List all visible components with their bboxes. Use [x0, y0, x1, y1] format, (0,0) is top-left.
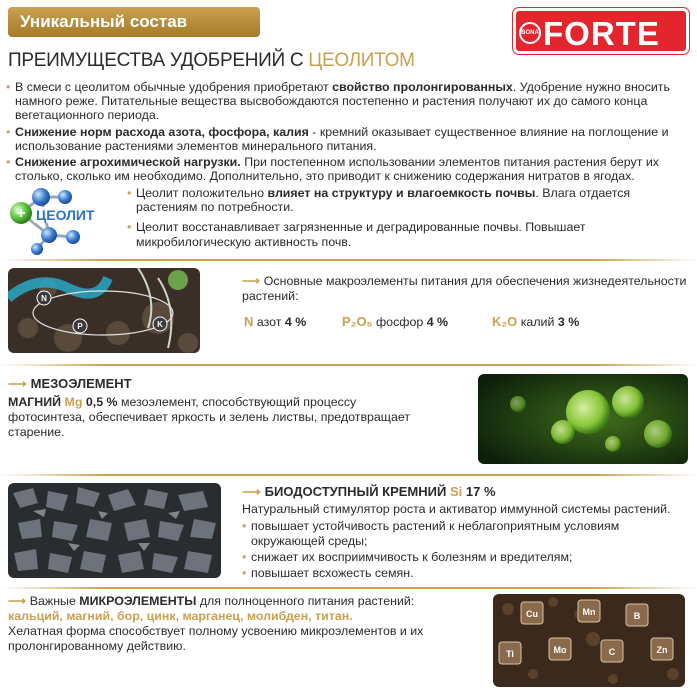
benefit-bold: Снижение норм расхода азота, фосфора, калия: [15, 124, 309, 139]
zeolite-item: [127, 186, 687, 214]
meso-value: 0,5 %: [85, 395, 118, 409]
soil-label-n: N: [41, 294, 47, 303]
micro-description: [8, 594, 478, 654]
element-value: 4 %: [284, 315, 307, 329]
benefit-text: . Удобрение нужно вносить намного реже. Питательные вещества высвобождаются постепенно и растения получают их до самого конца вегетационного периода.: [15, 80, 670, 123]
benefit-text: При постепенном использовании элементов питания растения берут их столько, сколько им необходимо. Дополнительно, это приводит к снижению содержания нитратов в ягодах.: [15, 155, 659, 184]
meso-text: мезоэлемент, способствующий процессу фотосинтеза, обеспечивает яркость и зелень листвы, предотвращает старение.: [8, 395, 411, 439]
tile-cu: Cu: [526, 609, 538, 619]
element-name: азот: [256, 315, 282, 329]
silicon-name: БИОДОСТУПНЫЙ КРЕМНИЙ: [264, 484, 447, 499]
zeolite-bold: влияет на структуру и влагоемкость почвы: [267, 186, 536, 200]
zeolite-list: [127, 186, 687, 255]
benefit-item: [6, 125, 686, 153]
page-title: [8, 50, 415, 72]
silicon-item: • повышает устойчивость растений к неблагоприятным условиям окружающей среды;: [242, 519, 692, 549]
silicon-intro: Натуральный стимулятор роста и активатор иммунной системы растений.: [242, 502, 671, 516]
benefit-text: - кремний оказывает существенное влияние на поглощение и использование растениями элементов минерального питания.: [15, 124, 669, 153]
arrow-icon: ⟶: [8, 376, 27, 391]
micro-text: для полноценного питания растений:: [196, 594, 415, 608]
svg-text:+: +: [16, 205, 26, 222]
silicon-value: 17 %: [465, 484, 496, 499]
element-symbol: K₂O: [492, 314, 518, 329]
macro-item-n: [244, 314, 306, 329]
zeolite-item: [127, 220, 687, 248]
element-value: 3 %: [557, 315, 580, 329]
element-name: калий: [520, 315, 555, 329]
section-divider: [0, 587, 697, 589]
meso-symbol: Mg: [64, 395, 83, 409]
section-divider: [0, 259, 697, 261]
macro-item-k: [492, 314, 579, 329]
meso-heading: [8, 376, 132, 392]
micro-list: кальций, магний, бор, цинк, марганец, молибден, титан.: [8, 609, 353, 623]
tile-mn: Mn: [582, 607, 596, 617]
zeolite-text: . Влага отдается растениям по потребности.: [136, 186, 631, 215]
zeolite-gravel-image: [8, 483, 221, 578]
bona-forte-logo: [513, 8, 689, 54]
meso-description: [8, 395, 420, 440]
silicon-item: • снижает их восприимчивость к болезням и вредителям;: [242, 550, 692, 565]
benefit-lead: В смеси с цеолитом обычные удобрения приобретают: [15, 80, 333, 94]
arrow-icon: ⟶: [8, 594, 26, 608]
benefit-item: [6, 155, 686, 183]
element-symbol: P₂O₅: [342, 314, 373, 329]
bona-logo-mark: BONA: [519, 22, 541, 44]
zeolite-molecule-icon: [7, 183, 115, 255]
zeolite-lead: Цеолит положительно: [136, 186, 268, 200]
section-divider: [0, 364, 697, 366]
section-badge: Уникальный состав продукта: [8, 7, 260, 37]
micro-elements-soil-image: [493, 594, 685, 687]
macro-text: Основные макроэлементы питания для обеспечения жизнедеятельности растений:: [242, 274, 687, 303]
silicon-heading: [242, 484, 496, 500]
element-value: 4 %: [426, 315, 449, 329]
micro-chelate: Хелатная форма способствует полному усвоению микроэлементов и их пролонгированному действию.: [8, 624, 424, 653]
tile-c: C: [608, 647, 616, 657]
meso-heading-text: МЕЗОЭЛЕМЕНТ: [30, 376, 132, 391]
micro-lead: Важные: [29, 594, 80, 608]
macro-item-p: [342, 314, 448, 329]
tile-mo: Mo: [553, 645, 567, 655]
benefits-list: [6, 80, 686, 185]
arrow-icon: ⟶: [242, 274, 260, 288]
meso-name: МАГНИЙ: [8, 395, 62, 409]
macro-description: [242, 274, 687, 304]
benefit-item: [6, 80, 686, 123]
soil-label-k: K: [157, 320, 163, 329]
tile-ti: Ti: [506, 649, 514, 659]
zeolite-text: Цеолит восстанавливает загрязненные и деградированные почвы. Повышает микробилогическую активность почв.: [136, 220, 586, 249]
silicon-item: • повышает всхожесть семян.: [242, 566, 692, 581]
element-name: фосфор: [375, 315, 424, 329]
benefit-bold: Снижение агрохимической нагрузки.: [15, 155, 241, 170]
element-symbol: N: [244, 314, 254, 329]
soil-label-p: P: [77, 322, 83, 331]
zeolite-label: ЦЕОЛИТ: [36, 207, 95, 223]
title-main: ПРЕИМУЩЕСТВА УДОБРЕНИЙ С: [8, 50, 309, 71]
section-divider: [0, 474, 697, 476]
tile-b: B: [633, 611, 641, 621]
micro-bold: МИКРОЭЛЕМЕНТЫ: [79, 594, 197, 608]
soil-roots-image: [8, 268, 200, 353]
forte-logo-text: FORTE: [543, 15, 660, 52]
green-cells-image: [478, 374, 688, 464]
benefit-bold: свойство пролонгированных: [332, 80, 513, 94]
silicon-symbol: Si: [449, 484, 463, 499]
silicon-description: [242, 502, 692, 582]
tile-zn: Zn: [656, 645, 668, 655]
title-accent: ЦЕОЛИТОМ: [308, 50, 415, 71]
arrow-icon: ⟶: [242, 484, 261, 499]
